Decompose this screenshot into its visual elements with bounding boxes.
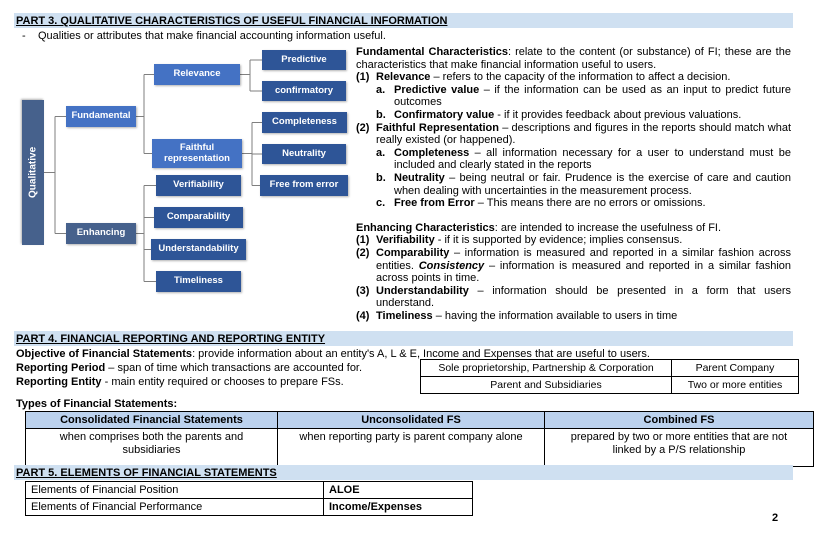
item-desc: – refers to the capacity of the information to affect a decision. — [430, 71, 731, 84]
completeness-subitem — [376, 147, 791, 172]
item-number: (3) — [356, 284, 370, 297]
subitem-text — [394, 109, 791, 122]
part3-notes — [356, 46, 791, 322]
part3-bullet — [22, 30, 386, 42]
item-term: Faithful Representation — [376, 121, 499, 134]
part5-title: PART 5. ELEMENTS OF FINANCIAL STATEMENTS — [16, 466, 277, 479]
item-desc: - if it is supported by evidence; implies consensus. — [434, 234, 683, 247]
types-of-financial-statements-label: Types of Financial Statements: — [16, 398, 178, 410]
item-number: (2) — [356, 121, 370, 134]
timeliness-item — [356, 310, 791, 323]
fundamental-characteristics-text: : relate to the content (or substance) of FI; these are the characteristics that make financial information useful to users. — [356, 46, 791, 71]
reporting-entity-text: - main entity required or chooses to prepare FSs. — [101, 376, 344, 388]
item-number: (1) — [356, 234, 370, 247]
diagram-box-verifiability: Verifiability — [156, 175, 241, 196]
part4-title: PART 4. FINANCIAL REPORTING AND REPORTING ENTITY — [16, 332, 326, 345]
table-cell: Parent Company — [672, 360, 799, 377]
reporting-period-text: – span of time which transactions are accounted for. — [105, 362, 363, 374]
table-cell: when comprises both the parents and subsidiaries — [26, 429, 278, 467]
table-cell: ALOE — [324, 482, 473, 499]
reporting-entity-table — [420, 359, 799, 394]
table-cell: prepared by two or more entities that are not linked by a P/S relationship — [545, 429, 814, 467]
subitem-desc: – being neutral or fair. Prudence is the exercise of care and caution when dealing with uncertainties in the measurement process. — [394, 171, 791, 197]
reporting-period-line — [16, 362, 362, 374]
consistency-term: Consistency — [418, 259, 485, 272]
fundamental-characteristics-label: Fundamental Characteristics — [356, 46, 508, 58]
confirmatory-value-subitem — [376, 109, 791, 122]
subitem-text — [394, 147, 791, 172]
diagram-box-confirmatory: confirmatory — [262, 81, 346, 101]
faithful-representation-item — [356, 122, 791, 147]
item-desc: – information is measured and reported in a similar fashion across entities. — [376, 246, 791, 272]
item-number: (2) — [356, 246, 370, 259]
table-cell: Income/Expenses — [324, 499, 473, 516]
table-row — [421, 360, 799, 377]
comparability-item — [356, 247, 791, 285]
item-number: (4) — [356, 309, 370, 322]
table-header-cell: Consolidated Financial Statements — [26, 412, 278, 429]
enhancing-characteristics-text: : are intended to increase the usefulness of FI. — [494, 221, 722, 234]
diagram-box-enhancing: Enhancing — [66, 223, 136, 244]
item-term: Understandability — [376, 284, 469, 297]
reporting-entity-line — [16, 376, 344, 388]
table-header-cell: Unconsolidated FS — [278, 412, 545, 429]
subitem-desc: – if the information can be used as an input to predict future outcomes — [394, 83, 791, 109]
table-header-cell: Combined FS — [545, 412, 814, 429]
part3-title: PART 3. QUALITATIVE CHARACTERISTICS OF USEFUL FINANCIAL INFORMATION — [16, 14, 448, 27]
elements-of-financial-statements-table — [25, 481, 473, 516]
table-row — [26, 499, 473, 516]
subitem-letter: b. — [376, 171, 386, 184]
bullet-dash: - — [22, 30, 26, 42]
item-text — [376, 247, 791, 285]
diagram-box-faithful-representation: Faithful representation — [152, 139, 242, 168]
item-desc: – information should be presented in a form that users understand. — [376, 284, 791, 310]
table-cell: Elements of Financial Performance — [26, 499, 324, 516]
reporting-entity-label: Reporting Entity — [16, 376, 102, 388]
subitem-letter: b. — [376, 108, 386, 121]
subitem-term: Neutrality — [394, 171, 445, 184]
table-cell: Sole proprietorship, Partnership & Corporation — [421, 360, 672, 377]
table-cell: Elements of Financial Position — [26, 482, 324, 499]
diagram-box-understandability: Understandability — [151, 239, 246, 260]
item-term: Relevance — [376, 71, 431, 84]
reporting-period-label: Reporting Period — [16, 362, 106, 374]
diagram-box-predictive: Predictive — [262, 50, 346, 70]
subitem-letter: a. — [376, 83, 386, 96]
predictive-value-subitem — [376, 84, 791, 109]
diagram-box-relevance: Relevance — [154, 64, 240, 85]
item-term: Timeliness — [376, 309, 433, 322]
fundamental-characteristics-paragraph — [356, 46, 791, 71]
item-text — [376, 234, 791, 247]
item-number: (1) — [356, 71, 370, 84]
types-of-financial-statements-table — [25, 411, 814, 467]
free-from-error-subitem — [376, 197, 791, 210]
table-cell: when reporting party is parent company alone — [278, 429, 545, 467]
subitem-text — [394, 172, 791, 197]
subitem-letter: a. — [376, 146, 386, 159]
diagram-box-timeliness: Timeliness — [156, 271, 241, 292]
part4-header — [14, 331, 793, 346]
subitem-desc: - if it provides feedback about previous valuations. — [494, 108, 742, 121]
diagram-box-qualitative: Qualitative — [22, 100, 44, 245]
part3-header — [14, 13, 793, 28]
subitem-desc: – all information necessary for a user to understand must be included and clearly stated in the reports — [394, 146, 791, 172]
enhancing-characteristics-label: Enhancing Characteristics — [356, 221, 495, 234]
subitem-text — [394, 84, 791, 109]
subitem-term: Completeness — [394, 146, 470, 159]
neutrality-subitem — [376, 172, 791, 197]
relevance-item — [356, 71, 791, 84]
item-term: Comparability — [376, 246, 450, 259]
item-desc: – descriptions and figures in the reports should match what really existed (or happened). — [376, 121, 791, 147]
bullet-text: Qualities or attributes that make financial accounting information useful. — [38, 30, 386, 42]
item-text — [376, 310, 791, 323]
verifiability-item — [356, 234, 791, 247]
diagram-box-comparability: Comparability — [154, 207, 243, 228]
objective-label: Objective of Financial Statements — [16, 348, 193, 360]
understandability-item — [356, 285, 791, 310]
subitem-text — [394, 197, 791, 210]
subitem-term: Confirmatory value — [394, 108, 495, 121]
qualitative-characteristics-diagram — [14, 44, 354, 296]
subitem-term: Free from Error — [394, 197, 475, 210]
subitem-letter: c. — [376, 197, 386, 210]
table-row — [26, 482, 473, 499]
item-text — [376, 122, 791, 147]
item-text — [376, 285, 791, 310]
table-cell: Two or more entities — [672, 377, 799, 394]
diagram-box-free-from-error: Free from error — [260, 175, 348, 196]
diagram-box-completeness: Completeness — [262, 112, 347, 133]
subitem-desc: – This means there are no errors or omissions. — [474, 197, 706, 210]
spacer — [356, 210, 791, 222]
table-header-row — [26, 412, 814, 429]
item-term: Verifiability — [376, 234, 435, 247]
subitem-term: Predictive value — [394, 83, 480, 96]
diagram-box-fundamental: Fundamental — [66, 106, 136, 127]
consistency-desc: – information is measured and reported in a similar fashion across points in time. — [376, 259, 791, 285]
item-desc: – having the information available to users in time — [432, 309, 678, 322]
table-cell: Parent and Subsidiaries — [421, 377, 672, 394]
enhancing-characteristics-paragraph — [356, 222, 791, 235]
diagram-box-neutrality: Neutrality — [262, 144, 346, 164]
objective-text: : provide information about an entity's A, L & E, Income and Expenses that are useful to users. — [192, 348, 650, 360]
part5-header — [14, 465, 793, 480]
item-text — [376, 71, 791, 84]
page-number: 2 — [772, 512, 779, 524]
table-row — [421, 377, 799, 394]
table-row — [26, 429, 814, 467]
